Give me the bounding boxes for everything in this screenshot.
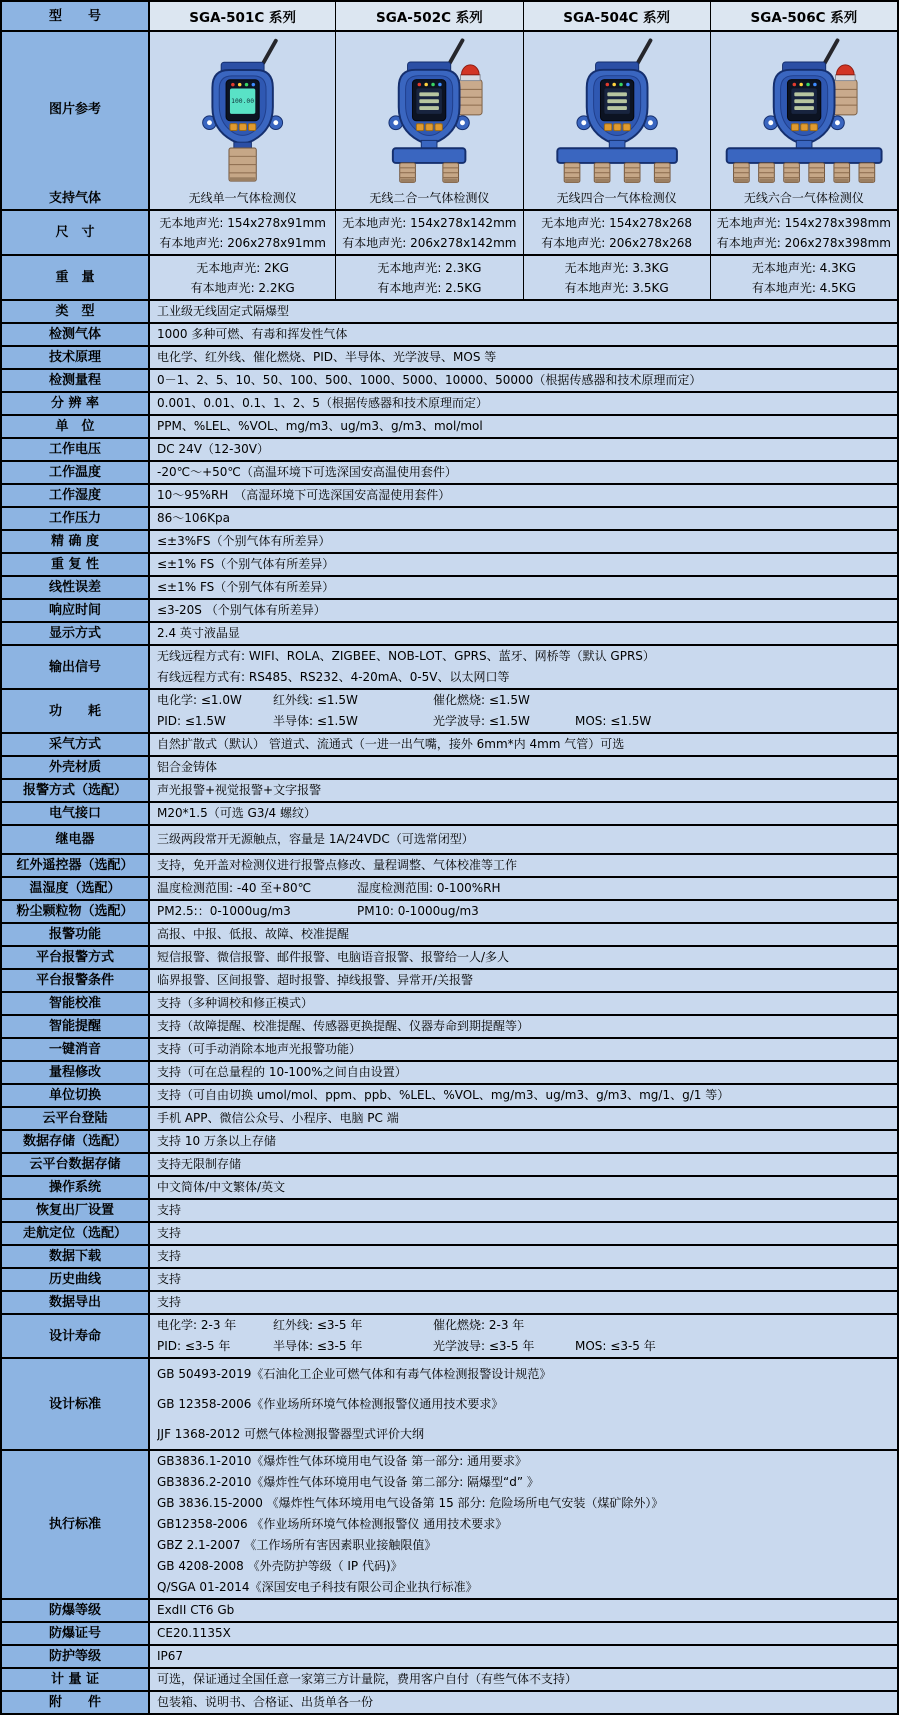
spec-cell [148,878,897,899]
row-label-range: 检测量程 [2,370,148,391]
spec-row-cloud-storage [2,1152,897,1175]
row-label-linearity-error: 线性误差 [2,577,148,598]
product-image-sga-506c [710,32,897,187]
spec-value-item: 催化燃烧: ≤1.5W [433,693,530,707]
spec-cell [148,1292,897,1313]
spec-value: 铝合金铸体 [157,760,218,774]
spec-row-alarm-mode [2,778,897,801]
spec-value: 支持，免开盖对检测仪进行报警点修改、量程调整、气体校准等工作 [157,858,518,872]
spec-cell [148,646,897,688]
row-label-work-pressure: 工作压力 [2,508,148,529]
row-label-supported-gas: 支持气体 [2,187,148,209]
spec-row-work-humidity [2,483,897,506]
spec-cell [148,531,897,552]
spec-cell [148,577,897,598]
spec-row-supported-gas [2,187,897,209]
spec-value-line [157,878,893,899]
row-label-voltage: 工作电压 [2,439,148,460]
spec-value-line: GB3836.1-2010《爆炸性气体环境用电气设备 第一部分: 通用要求》 [157,1454,528,1468]
spec-cell [148,485,897,506]
spec-cell [148,1669,897,1690]
spec-value-item: 电化学: ≤1.0W [157,693,242,707]
spec-value: 86～106Kpa [157,511,231,525]
spec-value: 10～95%RH （高湿环境下可选深国安高湿使用套件） [157,488,451,502]
spec-value-item: 光学波导: ≤3-5 年 [433,1339,535,1353]
spec-cell [148,1246,897,1267]
spec-value-item: 光学波导: ≤1.5W [433,714,530,728]
spec-row-explosion-proof-grade [2,1598,897,1621]
spec-cell [148,187,335,209]
row-label-data-export: 数据导出 [2,1292,148,1313]
spec-value: ≤±3%FS（个别气体有所差异） [157,534,331,548]
row-label-smart-calibration: 智能校准 [2,993,148,1014]
spec-value-line: GB 12358-2006《作业场所环境气体检测报警仪通用技术要求》 [157,1397,504,1411]
spec-value: ≤±1% FS（个别气体有所差异） [157,580,335,594]
spec-value: M20*1.5（可选 G3/4 螺纹） [157,806,316,820]
spec-cell [335,211,522,254]
spec-cell [148,1177,897,1198]
row-label-work-humidity: 工作湿度 [2,485,148,506]
spec-value: 支持 [157,1272,182,1286]
model-header-sga-501c: SGA-501C 系列 [148,2,335,30]
spec-cell [148,690,897,732]
spec-cell [335,256,522,299]
spec-value-line [157,901,893,922]
row-label-accessories: 附 件 [2,1692,148,1713]
spec-value: 支持（可在总量程的 10-100%之间自由设置） [157,1065,407,1079]
spec-cell [148,1200,897,1221]
spec-cell [523,211,710,254]
svg-text:100.00: 100.00 [231,98,255,106]
spec-row-gps-navigation [2,1221,897,1244]
spec-value: 短信报警、微信报警、邮件报警、电脑语音报警、报警给一人/多人 [157,950,510,964]
spec-row-range-modify [2,1060,897,1083]
spec-cell [148,508,897,529]
spec-value: 有本地声光: 4.5KG [751,280,856,295]
spec-value: 无本地声光: 154x278x398mm [716,215,891,230]
spec-row-resolution [2,391,897,414]
row-label-executive-standard: 执行标准 [2,1451,148,1598]
spec-value: 0.001、0.01、0.1、1、2、5（根据传感器和技术原理而定） [157,396,489,410]
spec-cell [148,780,897,801]
spec-value: 电化学、红外线、催化燃烧、PID、半导体、光学波导、MOS 等 [157,350,497,364]
spec-row-response-time [2,598,897,621]
spec-row-platform-alarm-mode [2,945,897,968]
spec-row-os [2,1175,897,1198]
row-label-type: 类 型 [2,301,148,322]
row-label-data-download: 数据下载 [2,1246,148,1267]
spec-value-line: JJF 1368-2012 可燃气体检测报警器型式评价大纲 [157,1427,425,1441]
row-label-unit-switch: 单位切换 [2,1085,148,1106]
model-row-label: 型 号 [2,2,148,30]
row-label-accuracy: 精 确 度 [2,531,148,552]
spec-row-accessories [2,1690,897,1713]
row-label-resolution: 分 辨 率 [2,393,148,414]
model-header-row [2,2,897,30]
spec-cell [523,187,710,209]
spec-value: 有本地声光: 206x278x91mm [159,235,326,250]
spec-cell [148,947,897,968]
spec-value: 无本地声光: 154x278x142mm [342,215,517,230]
spec-value: ≤±1% FS（个别气体有所差异） [157,557,335,571]
spec-cell [148,1062,897,1083]
row-label-detect-gas: 检测气体 [2,324,148,345]
spec-value: 有本地声光: 2.2KG [190,280,295,295]
row-label-cloud-login: 云平台登陆 [2,1108,148,1129]
row-label-gps-navigation: 走航定位（选配） [2,1223,148,1244]
spec-value: 无本地声光: 2KG [196,260,289,275]
spec-value: 无本地声光: 4.3KG [751,260,856,275]
row-label-range-modify: 量程修改 [2,1062,148,1083]
row-label-dimensions: 尺 寸 [2,211,148,254]
spec-value: 临界报警、区间报警、超时报警、掉线报警、异常开/关报警 [157,973,474,987]
spec-cell [148,993,897,1014]
row-label-smart-reminder: 智能提醒 [2,1016,148,1037]
row-label-data-storage: 数据存储（选配） [2,1131,148,1152]
spec-value: 中文简体/中文繁体/英文 [157,1180,286,1194]
spec-row-metrology-cert [2,1667,897,1690]
spec-cell [148,1646,897,1667]
spec-row-unit [2,414,897,437]
spec-cell [148,1131,897,1152]
spec-value-item: 催化燃烧: 2-3 年 [433,1318,525,1332]
spec-row-output-signal [2,644,897,688]
spec-cell [148,901,897,922]
spec-value: 高报、中报、低报、故障、校准提醒 [157,927,350,941]
row-label-power-consumption: 功 耗 [2,690,148,732]
spec-value: PPM、%LEL、%VOL、mg/m3、ug/m3、g/m3、mol/mol [157,419,483,433]
spec-row-history-curve [2,1267,897,1290]
spec-value: 支持（多种调校和修正模式） [157,996,314,1010]
row-label-metrology-cert: 计 量 证 [2,1669,148,1690]
spec-row-temp-humidity [2,876,897,899]
spec-value-item: 红外线: ≤3-5 年 [273,1318,363,1332]
spec-value-item: PID: ≤3-5 年 [157,1339,231,1353]
row-label-design-life: 设计寿命 [2,1315,148,1357]
spec-value-line [157,1315,893,1336]
spec-row-unit-switch [2,1083,897,1106]
spec-cell [148,416,897,437]
spec-value-line: GBZ 2.1-2007 《工作场所有害因素职业接触限值》 [157,1538,437,1552]
spec-row-dimensions [2,209,897,254]
spec-row-ir-remote [2,853,897,876]
spec-value: 声光报警+视觉报警+文字报警 [157,783,322,797]
spec-value: 自然扩散式（默认） 管道式、流通式（一进一出气嘴，接外 6mm*内 4mm 气管）可选 [157,737,625,751]
spec-cell [148,439,897,460]
spec-row-dust-particles [2,899,897,922]
spec-value: 无本地声光: 154x278x91mm [159,215,326,230]
spec-value: 支持无限制存储 [157,1157,242,1171]
spec-row-range [2,368,897,391]
spec-row-platform-alarm-condition [2,968,897,991]
row-label-repeatability: 重 复 性 [2,554,148,575]
row-label-ir-remote: 红外遥控器（选配） [2,855,148,876]
spec-cell [148,1108,897,1129]
spec-value: ≤3-20S （个别气体有所差异） [157,603,326,617]
spec-value: 三级两段常开无源触点，容量是 1A/24VDC（可选常闭型） [157,832,474,846]
spec-row-accuracy [2,529,897,552]
spec-value: 无线二合一气体检测仪 [369,191,490,205]
spec-row-display-mode [2,621,897,644]
spec-value-item: 湿度检测范围: 0-100%RH [357,881,501,895]
row-label-relay: 继电器 [2,826,148,853]
row-label-unit: 单 位 [2,416,148,437]
spec-value: 有本地声光: 3.5KG [564,280,669,295]
spec-cell [148,462,897,483]
spec-cell [148,324,897,345]
spec-row-alarm-function [2,922,897,945]
spec-value: IP67 [157,1649,184,1663]
spec-cell [148,1154,897,1175]
spec-row-executive-standard [2,1449,897,1598]
model-header-sga-504c: SGA-504C 系列 [523,2,710,30]
spec-value: 有本地声光: 2.5KG [377,280,482,295]
spec-cell [148,347,897,368]
spec-cell [148,301,897,322]
spec-row-detect-gas [2,322,897,345]
row-label-alarm-mode: 报警方式（选配） [2,780,148,801]
spec-cell [710,256,897,299]
row-label-housing-material: 外壳材质 [2,757,148,778]
spec-cell [148,1039,897,1060]
row-label-history-curve: 历史曲线 [2,1269,148,1290]
spec-value: 支持（故障提醒、校准提醒、传感器更换提醒、仪器寿命到期提醒等） [157,1019,530,1033]
spec-cell [148,370,897,391]
spec-value-line [157,1336,893,1357]
spec-row-design-life [2,1313,897,1357]
spec-value: -20℃～+50℃（高温环境下可选深国安高温使用套件） [157,465,457,479]
device-illustration-sga-504c [524,35,710,185]
spec-value-item: 温度检测范围: -40 至+80℃ [157,881,312,895]
spec-value-line: 有线远程方式有: RS485、RS232、4-20mA、0-5V、以太网口等 [157,670,510,684]
spec-cell [148,855,897,876]
spec-row-cloud-login [2,1106,897,1129]
spec-row-protection-grade [2,1644,897,1667]
row-label-explosion-proof-grade: 防爆等级 [2,1600,148,1621]
row-label-explosion-proof-cert: 防爆证号 [2,1623,148,1644]
spec-cell [148,970,897,991]
row-label-output-signal: 输出信号 [2,646,148,688]
spec-value: DC 24V（12-30V） [157,442,269,456]
spec-row-weight [2,254,897,299]
spec-cell [148,803,897,824]
product-image-sga-504c [523,32,710,187]
spec-row-principle [2,345,897,368]
spec-cell [148,1269,897,1290]
spec-value-item: PID: ≤1.5W [157,714,226,728]
spec-cell [710,211,897,254]
spec-value: 无线四合一气体检测仪 [556,191,677,205]
spec-value: 有本地声光: 206x278x142mm [342,235,517,250]
spec-value-item: 电化学: 2-3 年 [157,1318,237,1332]
row-label-response-time: 响应时间 [2,600,148,621]
spec-value-line: GB 4208-2008 《外壳防护等级（ IP 代码)》 [157,1559,403,1573]
image-row-label: 图片参考 [2,32,148,187]
spec-value: 无线单一气体检测仪 [188,191,297,205]
spec-cell [148,1085,897,1106]
spec-row-data-storage [2,1129,897,1152]
spec-value: 支持（可手动消除本地声光报警功能） [157,1042,362,1056]
spec-value-item [575,690,893,711]
spec-row-factory-reset [2,1198,897,1221]
spec-value: 支持 10 万条以上存储 [157,1134,276,1148]
spec-row-power-consumption [2,688,897,732]
spec-value: 有本地声光: 206x278x398mm [716,235,891,250]
row-label-platform-alarm-mode: 平台报警方式 [2,947,148,968]
spec-row-relay [2,824,897,853]
spec-cell [148,1623,897,1644]
row-label-display-mode: 显示方式 [2,623,148,644]
spec-cell [148,924,897,945]
spec-row-work-pressure [2,506,897,529]
row-label-protection-grade: 防护等级 [2,1646,148,1667]
spec-row-type [2,299,897,322]
row-label-electrical-interface: 电气接口 [2,803,148,824]
spec-row-electrical-interface [2,801,897,824]
spec-row-smart-calibration [2,991,897,1014]
device-illustration-sga-502c [336,35,522,185]
row-label-factory-reset: 恢复出厂设置 [2,1200,148,1221]
spec-cell [148,1600,897,1621]
spec-cell [148,211,335,254]
spec-value-item: PM10: 0-1000ug/m3 [357,904,479,918]
spec-cell [148,757,897,778]
spec-value: 手机 APP、微信公众号、小程序、电脑 PC 端 [157,1111,399,1125]
spec-value-line: GB 50493-2019《石油化工企业可燃气体和有毒气体检测报警设计规范》 [157,1367,552,1381]
row-label-weight: 重 量 [2,256,148,299]
device-illustration-sga-506c [711,35,897,185]
spec-row-smart-reminder [2,1014,897,1037]
model-header-sga-502c: SGA-502C 系列 [335,2,522,30]
row-label-cloud-storage: 云平台数据存储 [2,1154,148,1175]
spec-value-item: MOS: ≤3-5 年 [575,1339,656,1353]
row-label-temp-humidity: 温湿度（选配） [2,878,148,899]
spec-value: 支持 [157,1295,182,1309]
spec-row-linearity-error [2,575,897,598]
spec-value-line: 无线远程方式有: WIFI、ROLA、ZIGBEE、NOB-LOT、GPRS、蓝牙、网桥等（默认 GPRS） [157,649,655,663]
spec-row-housing-material [2,755,897,778]
spec-cell [148,1359,897,1449]
spec-cell [148,623,897,644]
row-label-os: 操作系统 [2,1177,148,1198]
row-label-dust-particles: 粉尘颗粒物（选配） [2,901,148,922]
device-illustration-sga-501c [150,35,335,185]
spec-cell [148,1016,897,1037]
spec-value: 支持（可自由切换 umol/mol、ppm、ppb、%LEL、%VOL、mg/m3、ug/m3、g/m3、mg/1、g/1 等） [157,1088,730,1102]
spec-value: 可选，保证通过全国任意一家第三方计量院，费用客户自付（有些气体不支持） [157,1672,578,1686]
spec-row-data-export [2,1290,897,1313]
spec-value-line: GB 3836.15-2000 《爆炸性气体环境用电气设备第 15 部分: 危险场所电气安装（煤矿除外）》 [157,1496,664,1510]
spec-value-line: Q/SGA 01-2014《深国安电子科技有限公司企业执行标准》 [157,1580,478,1594]
spec-cell [148,256,335,299]
spec-cell [148,554,897,575]
spec-cell [148,393,897,414]
spec-row-explosion-proof-cert [2,1621,897,1644]
spec-value-item [575,1315,893,1336]
spec-value-line: GB12358-2006 《作业场所环境气体检测报警仪 通用技术要求》 [157,1517,508,1531]
spec-row-work-temperature [2,460,897,483]
spec-value: 无本地声光: 3.3KG [564,260,669,275]
spec-value-line: GB3836.2-2010《爆炸性气体环境用电气设备 第二部分: 隔爆型“d” 》 [157,1475,539,1489]
row-label-alarm-function: 报警功能 [2,924,148,945]
spec-value: 支持 [157,1249,182,1263]
row-label-principle: 技术原理 [2,347,148,368]
spec-value: 无本地声光: 2.3KG [377,260,482,275]
spec-value: 1000 多种可燃、有毒和挥发性气体 [157,327,348,341]
spec-row-voltage [2,437,897,460]
spec-cell [148,1451,897,1598]
spec-value: 支持 [157,1226,182,1240]
spec-value-item: 半导体: ≤1.5W [273,714,358,728]
spec-value-line [157,711,893,732]
spec-row-sampling-mode [2,732,897,755]
spec-value-item: 半导体: ≤3-5 年 [273,1339,363,1353]
product-image-sga-502c [335,32,522,187]
spec-cell [148,600,897,621]
row-label-work-temperature: 工作温度 [2,462,148,483]
spec-cell [148,1223,897,1244]
spec-row-one-key-mute [2,1037,897,1060]
spec-value: 包装箱、说明书、合格证、出货单各一份 [157,1695,374,1709]
spec-value-item: 红外线: ≤1.5W [273,693,358,707]
spec-value: 无本地声光: 154x278x268 [541,215,693,230]
spec-row-design-standard [2,1357,897,1449]
spec-row-data-download [2,1244,897,1267]
spec-cell [148,826,897,853]
image-row [2,30,897,187]
spec-value: 有本地声光: 206x278x268 [541,235,693,250]
spec-value: 2.4 英寸液晶显 [157,626,240,640]
spec-cell [335,187,522,209]
spec-value: 支持 [157,1203,182,1217]
spec-cell [148,1692,897,1713]
row-label-one-key-mute: 一键消音 [2,1039,148,1060]
spec-value: 无线六合一气体检测仪 [743,191,864,205]
spec-value: 0－1、2、5、10、50、100、500、1000、5000、10000、50000（根据传感器和技术原理而定） [157,373,702,387]
spec-value-item: PM2.5:：0-1000ug/m3 [157,904,291,918]
model-header-sga-506c: SGA-506C 系列 [710,2,897,30]
row-label-design-standard: 设计标准 [2,1359,148,1449]
spec-cell [523,256,710,299]
spec-cell [148,1315,897,1357]
spec-value-line [157,690,893,711]
spec-value: CE20.1135X [157,1626,231,1640]
spec-value: ExdII CT6 Gb [157,1603,235,1617]
spec-cell [710,187,897,209]
row-label-sampling-mode: 采气方式 [2,734,148,755]
product-image-sga-501c [148,32,335,187]
spec-value-item: MOS: ≤1.5W [575,714,652,728]
spec-value: 工业级无线固定式隔爆型 [157,304,290,318]
spec-row-repeatability [2,552,897,575]
row-label-platform-alarm-condition: 平台报警条件 [2,970,148,991]
spec-cell [148,734,897,755]
